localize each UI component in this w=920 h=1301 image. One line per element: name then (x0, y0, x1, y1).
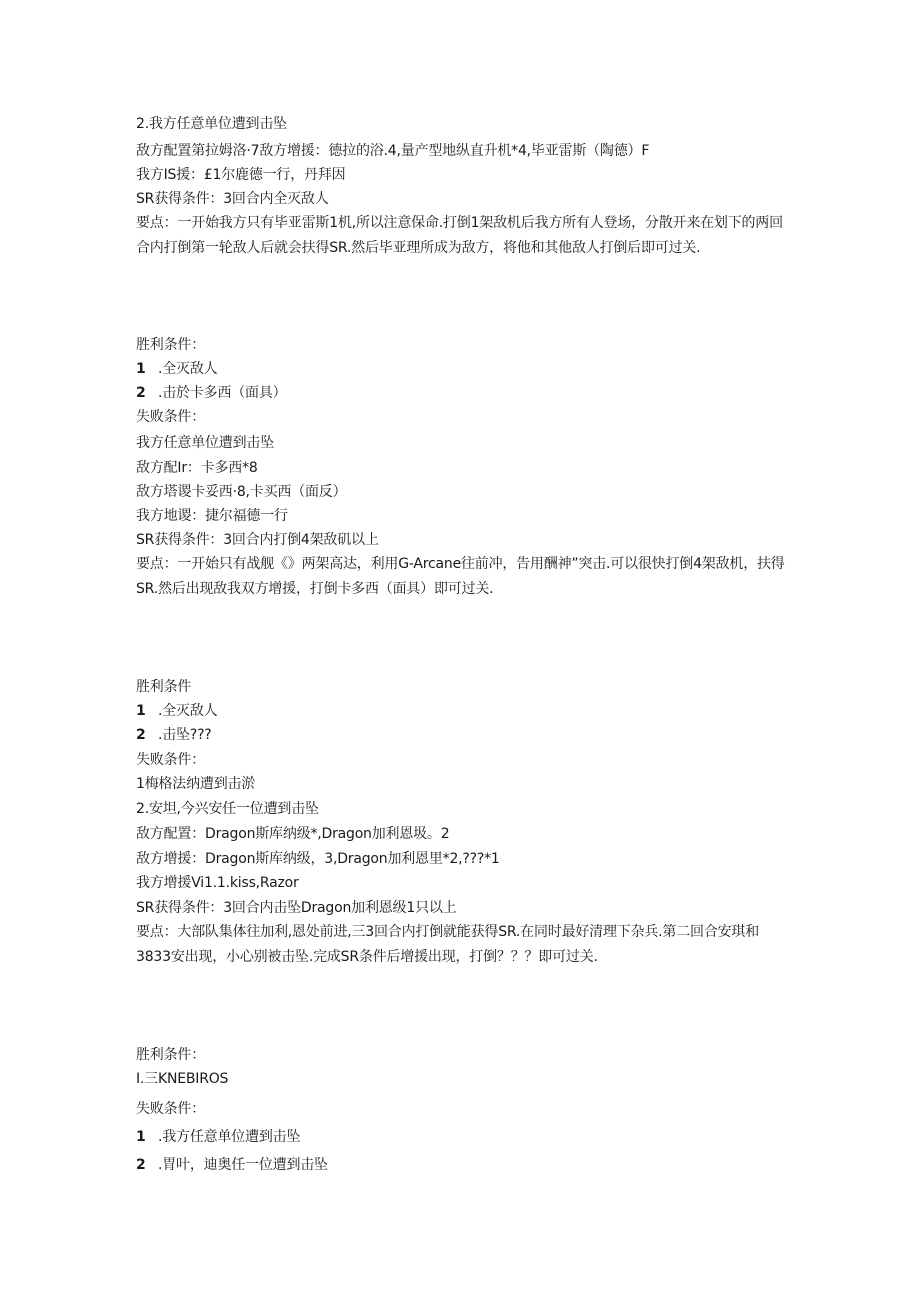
defeat-conditions-heading: 失败条件： (136, 1101, 205, 1117)
victory-conditions-heading: 胜利条件 (136, 679, 192, 695)
victory-condition-item: I.三KNEBIROS (136, 1071, 229, 1087)
ally-reinforcement-line: 我方IS援：£1尔鹿德一行，丹拜因 (136, 167, 346, 183)
item-text: .我方任意单位遭到击坠 (158, 1129, 301, 1145)
strategy-tip: 要点：大部队集体往加利,恩处前进,三3回合内打倒就能获得SR.在同时最好清理下杂兵.第二回合安琪和3833安出现，小心别被击坠.完成SR条件后增援出现，打倒？？？即可过关. (136, 924, 760, 965)
strategy-tip: 要点：一开始我方只有毕亚雷斯1机,所以注意保命.打倒1架敌机后我方所有人登场，分散开来在划下的两回合内打倒第一轮敌人后就会扶得SR.然后毕亚理所成为敌方，将他和其他敌人打倒后即可过关. (136, 215, 783, 256)
sr-condition-line: SR获得条件：3回合内打倒4架敌矶以上 (136, 532, 379, 548)
victory-condition-item (136, 359, 217, 379)
item-text: .胃叶，迪奥任一位遭到击坠 (158, 1157, 328, 1173)
defeat-condition-line: 1梅格法纳遭到击淤 (136, 776, 256, 792)
strategy-tip: 要点：一开始只有战舰《》两架高达，利用G-Arcane往前冲，告用酬神”突击.可以很快打倒4架敌机，扶得SR.然后出现敌我双方增援，打倒卡多西（面具）即可过关. (136, 556, 785, 597)
enemy-deployment-line: 敌方配置第拉姆洛·7敌方增援：德拉的浴.4,量产型地纵直升机*4,毕亚雷斯（陶德）F (136, 143, 650, 159)
victory-condition-item (136, 383, 286, 403)
defeat-conditions-heading: 失败条件： (136, 752, 205, 768)
defeat-conditions-heading: 失败条件： (136, 409, 205, 425)
ally-reinforcement-line: 我方增援Vi1.1.kiss,Razor (136, 875, 299, 891)
item-text: .全灭敌人 (158, 361, 218, 377)
item-text: .全灭敌人 (158, 703, 218, 719)
item-text: .击坠??? (158, 727, 212, 743)
sr-condition-line: SR获得条件：3回合内击坠Dragon加利恩级1只以上 (136, 900, 457, 916)
victory-condition-item (136, 725, 212, 745)
item-number: 2 (136, 385, 146, 401)
enemy-deployment-line: 敌方配Ir：卡多西*8 (136, 460, 258, 476)
defeat-condition-line: 我方任意单位遭到击坠 (136, 435, 274, 451)
ally-reinforcement-line: 我方地谡：捷尔福德一行 (136, 508, 288, 524)
defeat-condition-item (136, 1127, 300, 1147)
item-number: 1 (136, 361, 146, 377)
victory-condition-item (136, 701, 217, 721)
victory-conditions-heading: 胜利条件： (136, 337, 205, 353)
defeat-condition-item (136, 1155, 328, 1175)
victory-conditions-heading: 胜利条件： (136, 1047, 205, 1063)
defeat-condition-line: 2.我方任意单位遭到击坠 (136, 116, 287, 132)
item-number: 1 (136, 1129, 146, 1145)
enemy-reinforcement-line: 敌方塔谡卡妥西·8,卡买西（面反） (136, 484, 347, 500)
enemy-reinforcement-line: 敌方增援：Dragon斯库纳级，3,Dragon加利恩里*2,???*1 (136, 851, 500, 867)
sr-condition-line: SR获得条件：3回合内全灭敌人 (136, 191, 329, 207)
item-number: 2 (136, 727, 146, 743)
item-number: 1 (136, 703, 146, 719)
item-text: .击於卡多西（面具） (158, 385, 287, 401)
defeat-condition-line: 2.安坦,今兴安任一位遭到击坠 (136, 801, 319, 817)
enemy-deployment-line: 敌方配置：Dragon斯库纳级*,Dragon加利恩圾。2 (136, 826, 450, 842)
item-number: 2 (136, 1157, 146, 1173)
